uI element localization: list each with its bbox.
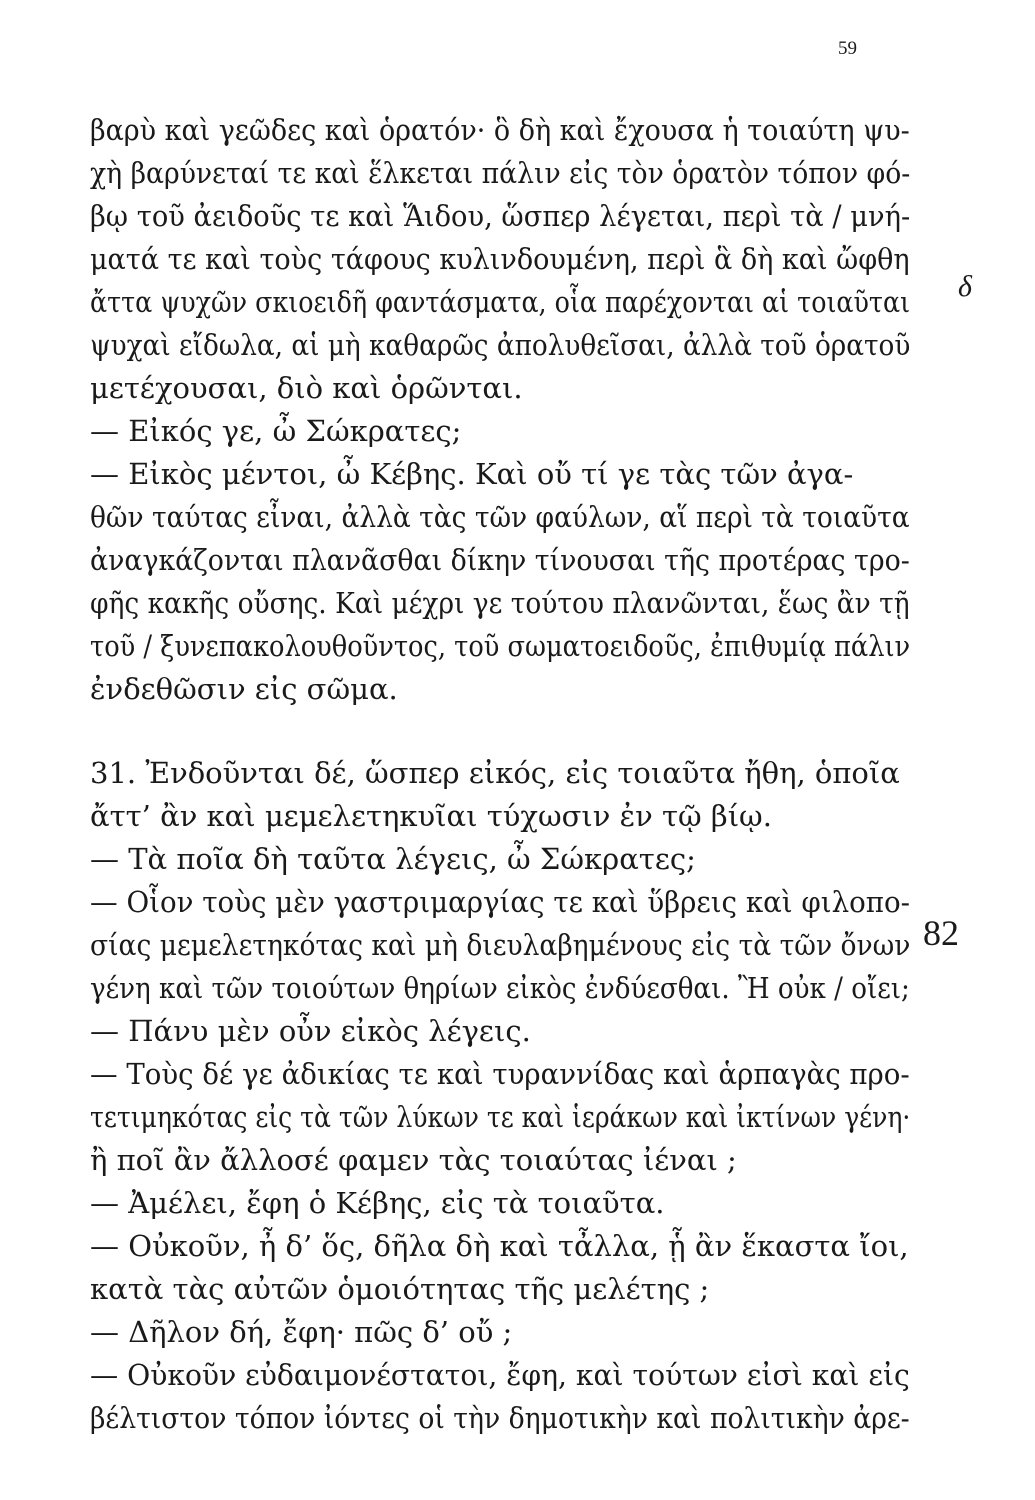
text-line: ἀναγκάζονται πλανᾶσθαι δίκην τίνουσαι τῆς προτέρας τρο- <box>90 543 910 577</box>
text-line: — Οὐκοῦν, ἦ δ’ ὅς, δῆλα δὴ καὶ τἆλλα, ᾗ ἂν ἕκαστα ἴοι, <box>90 1229 909 1263</box>
text-line: κατὰ τὰς αὐτῶν ὁμοιότητας τῆς μελέτης ; <box>90 1272 710 1306</box>
text-line: θῶν ταύτας εἶναι, ἀλλὰ τὰς τῶν φαύλων, αἵ περὶ τὰ τοιαῦτα <box>90 500 910 534</box>
text-line: τοῦ / ξυνεπακολουθοῦντος, τοῦ σωματοειδοῦς, ἐπιθυμίᾳ πάλιν <box>90 629 911 663</box>
text-line: χὴ βαρύνεταί τε καὶ ἕλκεται πάλιν εἰς τὸν ὁρατὸν τόπον φό- <box>90 156 911 190</box>
text-line: γένη καὶ τῶν τοιούτων θηρίων εἰκὸς ἐνδύεσθαι. Ἢ οὐκ / οἴει; <box>90 971 910 1005</box>
text-line: — Τοὺς δέ γε ἀδικίας τε καὶ τυραννίδας καὶ ἁρπαγὰς προ- <box>90 1057 910 1091</box>
text-line: βέλτιστον τόπον ἰόντες οἱ τὴν δημοτικὴν καὶ πολιτικὴν ἀρε- <box>90 1401 910 1435</box>
text-line: τετιμηκότας εἰς τὰ τῶν λύκων τε καὶ ἱεράκων καὶ ἰκτίνων γένη· <box>90 1100 911 1134</box>
page-number: 59 <box>838 38 857 59</box>
text-line: — Οἷον τοὺς μὲν γαστριμαργίας τε καὶ ὕβρεις καὶ φιλοπο- <box>90 885 910 919</box>
text-line: — Εἰκὸς μέντοι, ὦ Κέβης. Καὶ οὔ τί γε τὰς τῶν ἀγα- <box>90 457 854 491</box>
margin-stephanus-number: 82 <box>923 913 959 953</box>
text-line: — Τὰ ποῖα δὴ ταῦτα λέγεις, ὦ Σώκρατες; <box>90 842 696 876</box>
text-line: βῳ τοῦ ἀειδοῦς τε καὶ Ἅιδου, ὥσπερ λέγεται, περὶ τὰ / μνή- <box>90 199 911 233</box>
text-line: — Πάνυ μὲν οὖν εἰκὸς λέγεις. <box>90 1014 531 1048</box>
text-line: φῆς κακῆς οὔσης. Καὶ μέχρι γε τούτου πλανῶνται, ἕως ἂν τῇ <box>90 586 910 620</box>
text-line: βαρὺ καὶ γεῶδες καὶ ὁρατόν· ὃ δὴ καὶ ἔχουσα ἡ τοιαύτη ψυ- <box>90 113 910 147</box>
text-line: — Ἀμέλει, ἔφη ὁ Κέβης, εἰς τὰ τοιαῦτα. <box>90 1186 665 1220</box>
text-line: ἄττ’ ἂν καὶ μεμελετηκυῖαι τύχωσιν ἐν τῷ βίῳ. <box>90 799 772 833</box>
text-line: ἄττα ψυχῶν σκιοειδῆ φαντάσματα, οἷα παρέχονται αἱ τοιαῦται <box>90 285 911 319</box>
margin-letter: δ <box>958 270 972 303</box>
text-line: — Οὐκοῦν εὐδαιμονέστατοι, ἔφη, καὶ τούτων εἰσὶ καὶ εἰς <box>90 1358 910 1392</box>
text-line: ἐνδεθῶσιν εἰς σῶμα. <box>90 672 398 706</box>
text-line: σίας μεμελετηκότας καὶ μὴ διευλαβημένους εἰς τὰ τῶν ὄνων <box>90 928 911 962</box>
text-line: — Εἰκός γε, ὦ Σώκρατες; <box>90 414 462 448</box>
text-line: μετέχουσαι, διὸ καὶ ὁρῶνται. <box>90 371 523 405</box>
text-line: ματά τε καὶ τοὺς τάφους κυλινδουμένη, περὶ ἃ δὴ καὶ ὤφθη <box>90 242 910 276</box>
section-start-line: 31. Ἐνδοῦνται δέ, ὥσπερ εἰκός, εἰς τοιαῦτα ἤθη, ὁποῖα <box>90 756 900 790</box>
text-line: ψυχαὶ εἴδωλα, αἱ μὴ καθαρῶς ἀπολυθεῖσαι, ἀλλὰ τοῦ ὁρατοῦ <box>90 328 911 362</box>
text-line: ἢ ποῖ ἂν ἄλλοσέ φαμεν τὰς τοιαύτας ἰέναι ; <box>90 1143 737 1177</box>
text-line: — Δῆλον δή, ἔφη· πῶς δ’ οὔ ; <box>90 1315 513 1349</box>
